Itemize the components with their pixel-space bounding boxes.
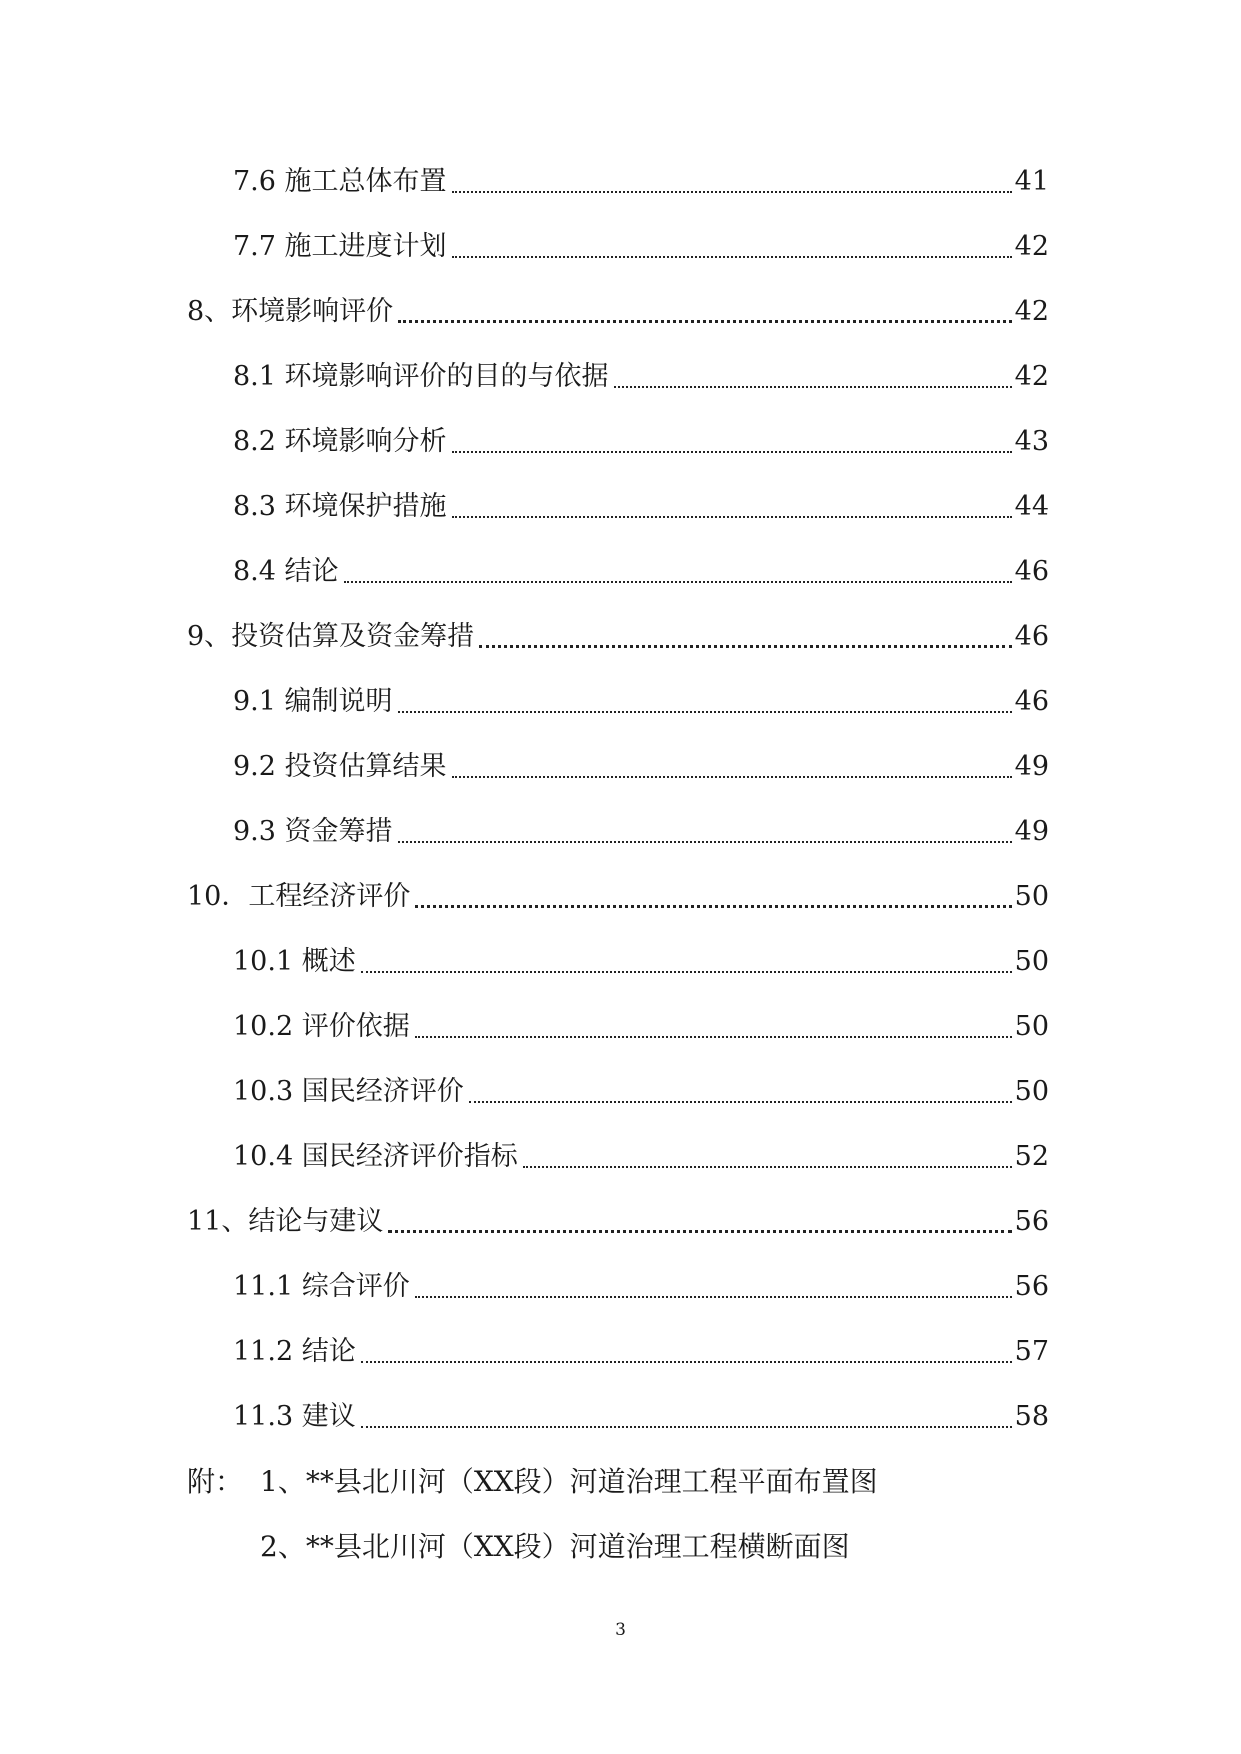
toc-entry-title: 9.1 编制说明	[233, 686, 393, 717]
toc-entry[interactable]	[233, 747, 1049, 787]
toc-chapter-title: 8、环境影响评价	[187, 296, 394, 327]
toc-entry-page: 52	[1014, 1141, 1049, 1172]
toc-entry-title: 7.7 施工进度计划	[233, 231, 447, 262]
toc-leader-dots	[361, 971, 1012, 973]
toc-entry[interactable]	[233, 162, 1049, 202]
toc-entry-title: 8.3 环境保护措施	[233, 491, 447, 522]
toc-entry-page: 50	[1014, 1011, 1049, 1042]
toc-entry-title: 9.3 资金筹措	[233, 816, 393, 847]
toc-chapter[interactable]	[187, 1202, 1049, 1242]
toc-entry-title: 8.4 结论	[233, 556, 339, 587]
page-number: 3	[615, 1620, 626, 1640]
toc-entry[interactable]	[233, 552, 1049, 592]
toc-entry-page: 50	[1014, 1076, 1049, 1107]
toc-entry-page: 56	[1014, 1271, 1049, 1302]
toc-entry-title: 10.2 评价依据	[233, 1011, 410, 1042]
toc-leader-dots	[452, 451, 1012, 453]
toc-leader-dots	[452, 516, 1012, 518]
toc-leader-dots	[398, 711, 1012, 713]
toc-entry-title: 10.3 国民经济评价	[233, 1076, 464, 1107]
toc-entry-title: 8.2 环境影响分析	[233, 426, 447, 457]
toc-chapter-title: 9、投资估算及资金筹措	[187, 621, 475, 652]
toc-entry-page: 58	[1014, 1401, 1049, 1432]
toc-chapter-page: 46	[1014, 621, 1049, 652]
toc-entry[interactable]	[233, 357, 1049, 397]
toc-chapter-page: 42	[1014, 296, 1049, 327]
toc-entry-title: 8.1 环境影响评价的目的与依据	[233, 361, 609, 392]
toc-leader-dots	[479, 645, 1011, 648]
toc-leader-dots	[452, 256, 1012, 258]
toc-entry[interactable]	[233, 487, 1049, 527]
toc-entry[interactable]	[233, 1072, 1049, 1112]
toc-chapter[interactable]	[187, 292, 1049, 332]
toc-leader-dots	[452, 776, 1012, 778]
appendix-item[interactable]: 1、**县北川河（XX段）河道治理工程平面布置图	[260, 1465, 878, 1498]
toc-leader-dots	[398, 841, 1012, 843]
toc-leader-dots	[415, 905, 1011, 908]
toc-entry-page: 42	[1014, 231, 1049, 262]
toc-leader-dots	[469, 1101, 1012, 1103]
appendix-item[interactable]: 2、**县北川河（XX段）河道治理工程横断面图	[260, 1530, 850, 1563]
toc-entry-title: 11.3 建议	[233, 1401, 356, 1432]
toc-leader-dots	[452, 191, 1012, 193]
toc-leader-dots	[398, 320, 1011, 323]
toc-entry-title: 11.2 结论	[233, 1336, 356, 1367]
toc-entry[interactable]	[233, 942, 1049, 982]
toc-entry[interactable]	[233, 1397, 1049, 1437]
toc-entry-title: 9.2 投资估算结果	[233, 751, 447, 782]
toc-leader-dots	[361, 1426, 1012, 1428]
toc-entry[interactable]	[233, 227, 1049, 267]
toc-leader-dots	[614, 386, 1012, 388]
toc-chapter-page: 56	[1014, 1206, 1049, 1237]
toc-chapter-title: 11、结论与建议	[187, 1206, 384, 1237]
toc-entry-title: 11.1 综合评价	[233, 1271, 410, 1302]
toc-leader-dots	[344, 581, 1012, 583]
toc-entry-page: 41	[1014, 166, 1049, 197]
toc-entry[interactable]	[233, 1137, 1049, 1177]
toc-entry-page: 57	[1014, 1336, 1049, 1367]
toc-leader-dots	[415, 1296, 1012, 1298]
toc-leader-dots	[361, 1361, 1012, 1363]
toc-entry-page: 50	[1014, 946, 1049, 977]
toc-entry-page: 46	[1014, 686, 1049, 717]
toc-leader-dots	[388, 1230, 1011, 1233]
toc-entry[interactable]	[233, 812, 1049, 852]
toc-entry-page: 46	[1014, 556, 1049, 587]
toc-entry-page: 49	[1014, 751, 1049, 782]
toc-entry-title: 10.1 概述	[233, 946, 356, 977]
toc-chapter-title: 10．工程经济评价	[187, 881, 411, 912]
toc-entry-page: 44	[1014, 491, 1049, 522]
toc-entry[interactable]	[233, 682, 1049, 722]
toc-chapter[interactable]	[187, 877, 1049, 917]
toc-entry-page: 49	[1014, 816, 1049, 847]
toc-entry[interactable]	[233, 1007, 1049, 1047]
toc-leader-dots	[523, 1166, 1012, 1168]
toc-entry-page: 42	[1014, 361, 1049, 392]
toc-entry-title: 7.6 施工总体布置	[233, 166, 447, 197]
toc-entry[interactable]	[233, 1332, 1049, 1372]
appendix-label: 附：	[187, 1465, 244, 1498]
toc-entry-title: 10.4 国民经济评价指标	[233, 1141, 518, 1172]
toc-entry[interactable]	[233, 422, 1049, 462]
toc-chapter[interactable]	[187, 617, 1049, 657]
toc-entry-page: 43	[1014, 426, 1049, 457]
toc-leader-dots	[415, 1036, 1012, 1038]
toc-entry[interactable]	[233, 1267, 1049, 1307]
toc-chapter-page: 50	[1014, 881, 1049, 912]
